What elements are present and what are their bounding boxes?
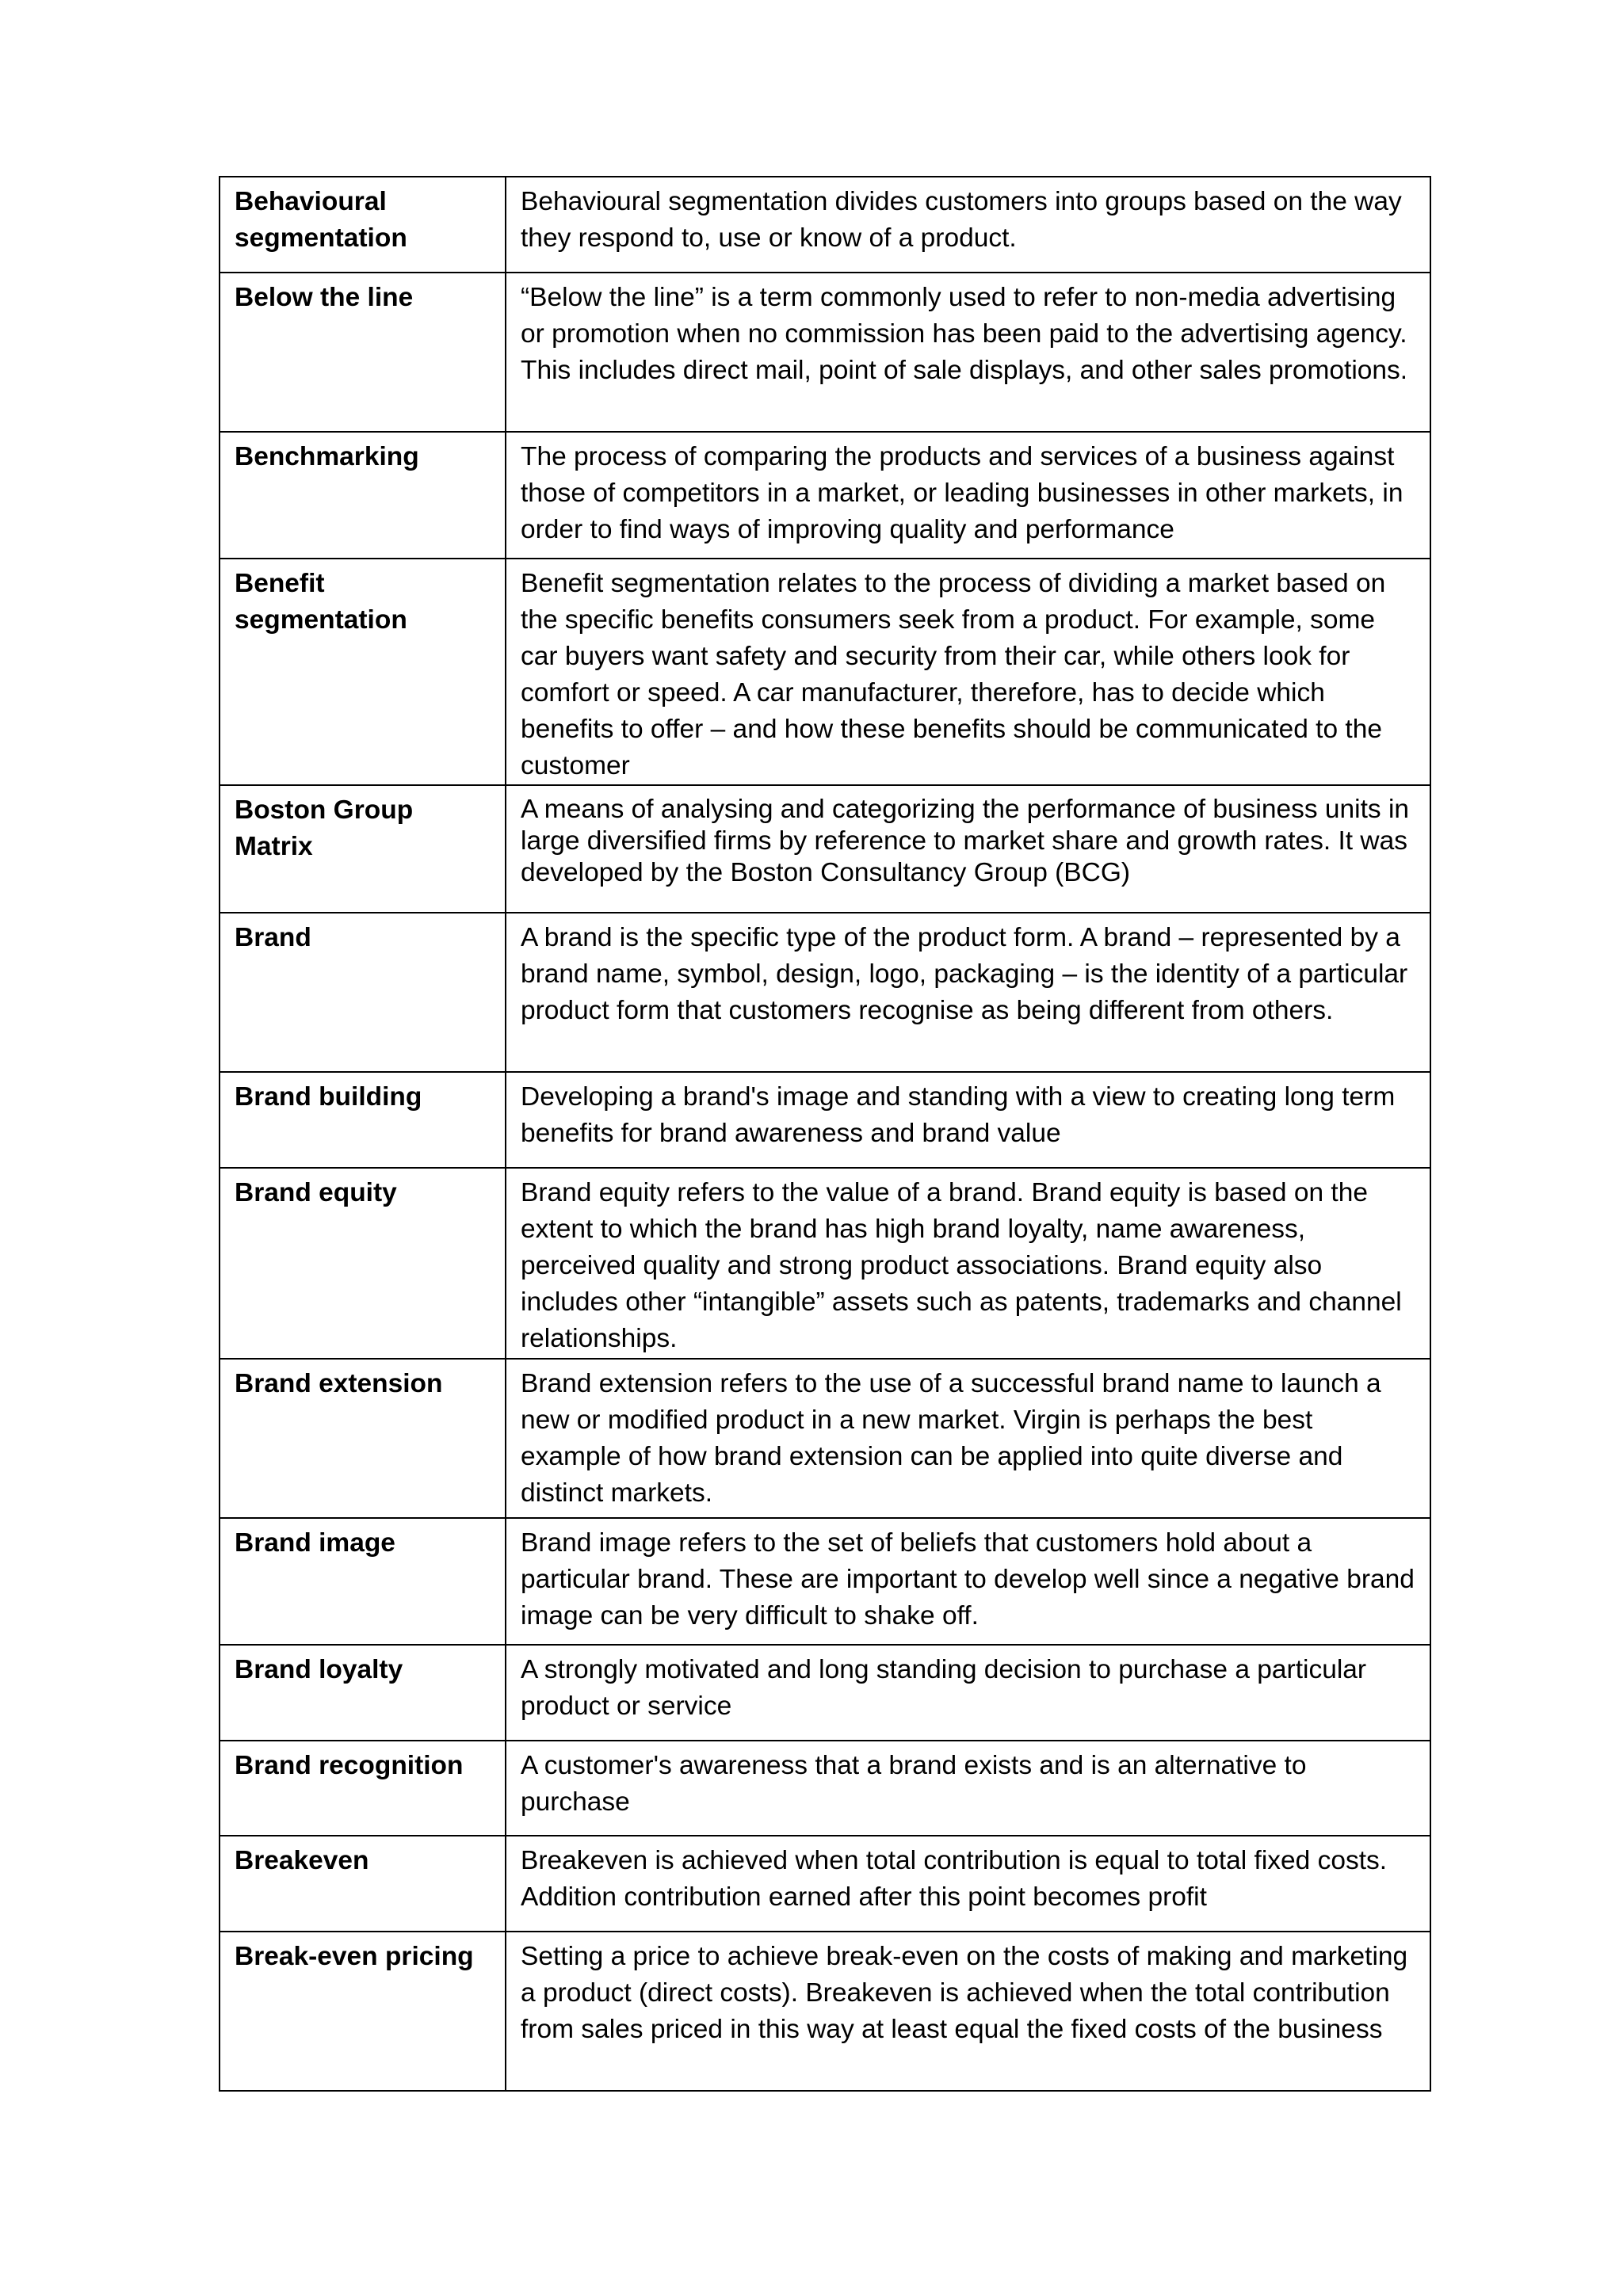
definition-cell: Brand image refers to the set of beliefs that customers hold about a particular brand. These are important to develop well since a negative brand image can be very difficult to shake off. (506, 1518, 1430, 1645)
definition-cell: Brand equity refers to the value of a brand. Brand equity is based on the extent to which the brand has high brand loyalty, name awareness, perceived quality and strong product associations. Brand equity also includes other “intangible” assets such as patents, trademarks and channel relationships. (506, 1168, 1430, 1359)
definition-cell: Brand extension refers to the use of a successful brand name to launch a new or modified product in a new market. Virgin is perhaps the best example of how brand extension can be applied into quite diverse and distinct markets. (506, 1359, 1430, 1518)
term-cell: Breakeven (220, 1836, 506, 1932)
term-cell: Benefit segmentation (220, 559, 506, 785)
table-row (220, 1836, 1430, 1932)
term-cell: Brand recognition (220, 1741, 506, 1836)
table-row (220, 273, 1430, 432)
definition-cell: “Below the line” is a term commonly used to refer to non-media advertising or promotion when no commission has been paid to the advertising agency. This includes direct mail, point of sale displays, and other sales promotions. (506, 273, 1430, 432)
definition-cell: A strongly motivated and long standing decision to purchase a particular product or service (506, 1645, 1430, 1741)
table-row (220, 177, 1430, 273)
table-row (220, 1932, 1430, 2091)
definition-cell: Developing a brand's image and standing with a view to creating long term benefits for brand awareness and brand value (506, 1072, 1430, 1168)
term-cell: Brand equity (220, 1168, 506, 1359)
table-row (220, 1645, 1430, 1741)
glossary-table (219, 176, 1431, 2092)
table-row (220, 1518, 1430, 1645)
table-row (220, 559, 1430, 785)
table-row (220, 785, 1430, 913)
definition-cell: Setting a price to achieve break-even on the costs of making and marketing a product (direct costs). Breakeven is achieved when the total contribution from sales priced in this way at least equal the fixed costs of the business (506, 1932, 1430, 2091)
table-row (220, 1072, 1430, 1168)
definition-cell: A brand is the specific type of the product form. A brand – represented by a brand name, symbol, design, logo, packaging – is the identity of a particular product form that customers recognise as being different from others. (506, 913, 1430, 1072)
definition-cell: A customer's awareness that a brand exists and is an alternative to purchase (506, 1741, 1430, 1836)
definition-cell: Breakeven is achieved when total contribution is equal to total fixed costs. Addition contribution earned after this point becomes profit (506, 1836, 1430, 1932)
table-row (220, 1168, 1430, 1359)
term-cell: Behavioural segmentation (220, 177, 506, 273)
term-cell: Brand extension (220, 1359, 506, 1518)
definition-cell: The process of comparing the products and services of a business against those of competitors in a market, or leading businesses in other markets, in order to find ways of improving quality and performance (506, 432, 1430, 559)
term-cell: Boston Group Matrix (220, 785, 506, 913)
definition-cell: Benefit segmentation relates to the process of dividing a market based on the specific benefits consumers seek from a product. For example, some car buyers want safety and security from their car, while others look for comfort or speed. A car manufacturer, therefore, has to decide which benefits to offer – and how these benefits should be communicated to the customer (506, 559, 1430, 785)
term-cell: Brand image (220, 1518, 506, 1645)
definition-cell: A means of analysing and categorizing the performance of business units in large diversified firms by reference to market share and growth rates. It was developed by the Boston Consultancy Group (BCG) (506, 785, 1430, 913)
term-cell: Brand (220, 913, 506, 1072)
term-cell: Brand loyalty (220, 1645, 506, 1741)
table-row (220, 432, 1430, 559)
term-cell: Brand building (220, 1072, 506, 1168)
term-cell: Below the line (220, 273, 506, 432)
table-row (220, 1741, 1430, 1836)
term-cell: Benchmarking (220, 432, 506, 559)
definition-cell: Behavioural segmentation divides customers into groups based on the way they respond to, use or know of a product. (506, 177, 1430, 273)
term-cell: Break-even pricing (220, 1932, 506, 2091)
table-row (220, 1359, 1430, 1518)
table-row (220, 913, 1430, 1072)
